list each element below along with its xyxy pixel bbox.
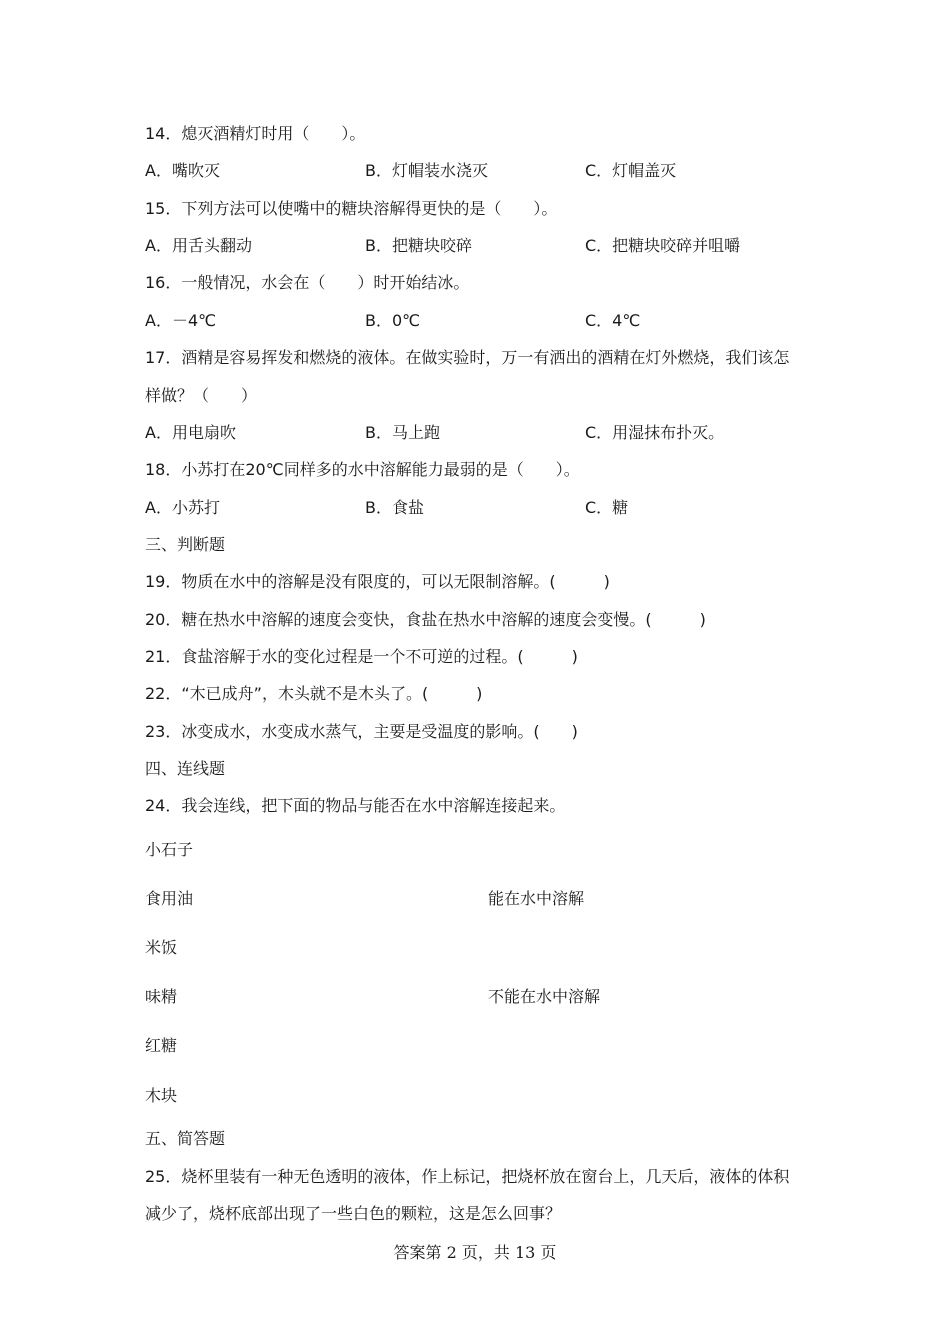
option-c: C．灯帽盖灭	[585, 161, 677, 180]
question-17-stem-line2: 样做？（ ）	[145, 386, 258, 405]
question-19: 19．物质在水中的溶解是没有限度的，可以无限制溶解。( )	[145, 572, 610, 591]
option-a: A．用电扇吹	[145, 423, 236, 442]
option-b: B．食盐	[365, 498, 424, 517]
match-item: 小石子	[145, 840, 194, 859]
question-25-line1: 25．烧杯里装有一种无色透明的液体，作上标记，把烧杯放在窗台上，几天后，液体的体积	[145, 1167, 790, 1186]
option-b: B．把糖块咬碎	[365, 236, 472, 255]
question-21: 21．食盐溶解于水的变化过程是一个不可逆的过程。( )	[145, 647, 578, 666]
option-b: B．灯帽装水浇灭	[365, 161, 488, 180]
option-c: C．4℃	[585, 311, 641, 330]
question-14-stem: 14．熄灭酒精灯时用（ ）。	[145, 124, 366, 143]
option-a: A．－4℃	[145, 311, 217, 330]
match-item: 红糖	[145, 1036, 178, 1055]
match-item: 米饭	[145, 938, 178, 957]
question-25-line2: 减少了，烧杯底部出现了一些白色的颗粒，这是怎么回事？	[145, 1204, 562, 1223]
question-23: 23．冰变成水，水变成水蒸气，主要是受温度的影响。( )	[145, 722, 578, 741]
match-item: 食用油	[145, 889, 194, 908]
question-17-stem-line1: 17．酒精是容易挥发和燃烧的液体。在做实验时，万一有洒出的酒精在灯外燃烧，我们该怎	[145, 348, 790, 367]
question-20: 20．糖在热水中溶解的速度会变快，食盐在热水中溶解的速度会变慢。( )	[145, 610, 706, 629]
option-c: C．糖	[585, 498, 629, 517]
option-a: A．用舌头翻动	[145, 236, 252, 255]
question-15-options	[145, 236, 845, 256]
question-16-options	[145, 311, 845, 331]
option-a: A．嘴吹灭	[145, 161, 220, 180]
match-item: 味精	[145, 987, 178, 1006]
match-target: 能在水中溶解	[488, 889, 585, 908]
question-18-options	[145, 498, 845, 518]
option-b: B．0℃	[365, 311, 421, 330]
question-16-stem: 16．一般情况，水会在（ ）时开始结冰。	[145, 273, 470, 292]
match-target: 不能在水中溶解	[488, 987, 601, 1006]
section-heading-matching: 四、连线题	[145, 759, 226, 778]
section-heading-judgement: 三、判断题	[145, 535, 226, 554]
question-15-stem: 15．下列方法可以使嘴中的糖块溶解得更快的是（ ）。	[145, 199, 558, 218]
option-c: C．用湿抹布扑灭。	[585, 423, 725, 442]
question-14-options	[145, 161, 845, 181]
option-c: C．把糖块咬碎并咀嚼	[585, 236, 741, 255]
match-item: 木块	[145, 1086, 178, 1105]
question-17-options	[145, 423, 845, 443]
option-a: A．小苏打	[145, 498, 220, 517]
question-22: 22．“木已成舟”，木头就不是木头了。( )	[145, 684, 483, 703]
option-b: B．马上跑	[365, 423, 440, 442]
question-18-stem: 18．小苏打在20℃同样多的水中溶解能力最弱的是（ ）。	[145, 460, 580, 479]
page-footer: 答案第 2 页，共 13 页	[393, 1243, 557, 1262]
section-heading-short-answer: 五、简答题	[145, 1129, 226, 1148]
question-24-stem: 24．我会连线，把下面的物品与能否在水中溶解连接起来。	[145, 796, 566, 815]
